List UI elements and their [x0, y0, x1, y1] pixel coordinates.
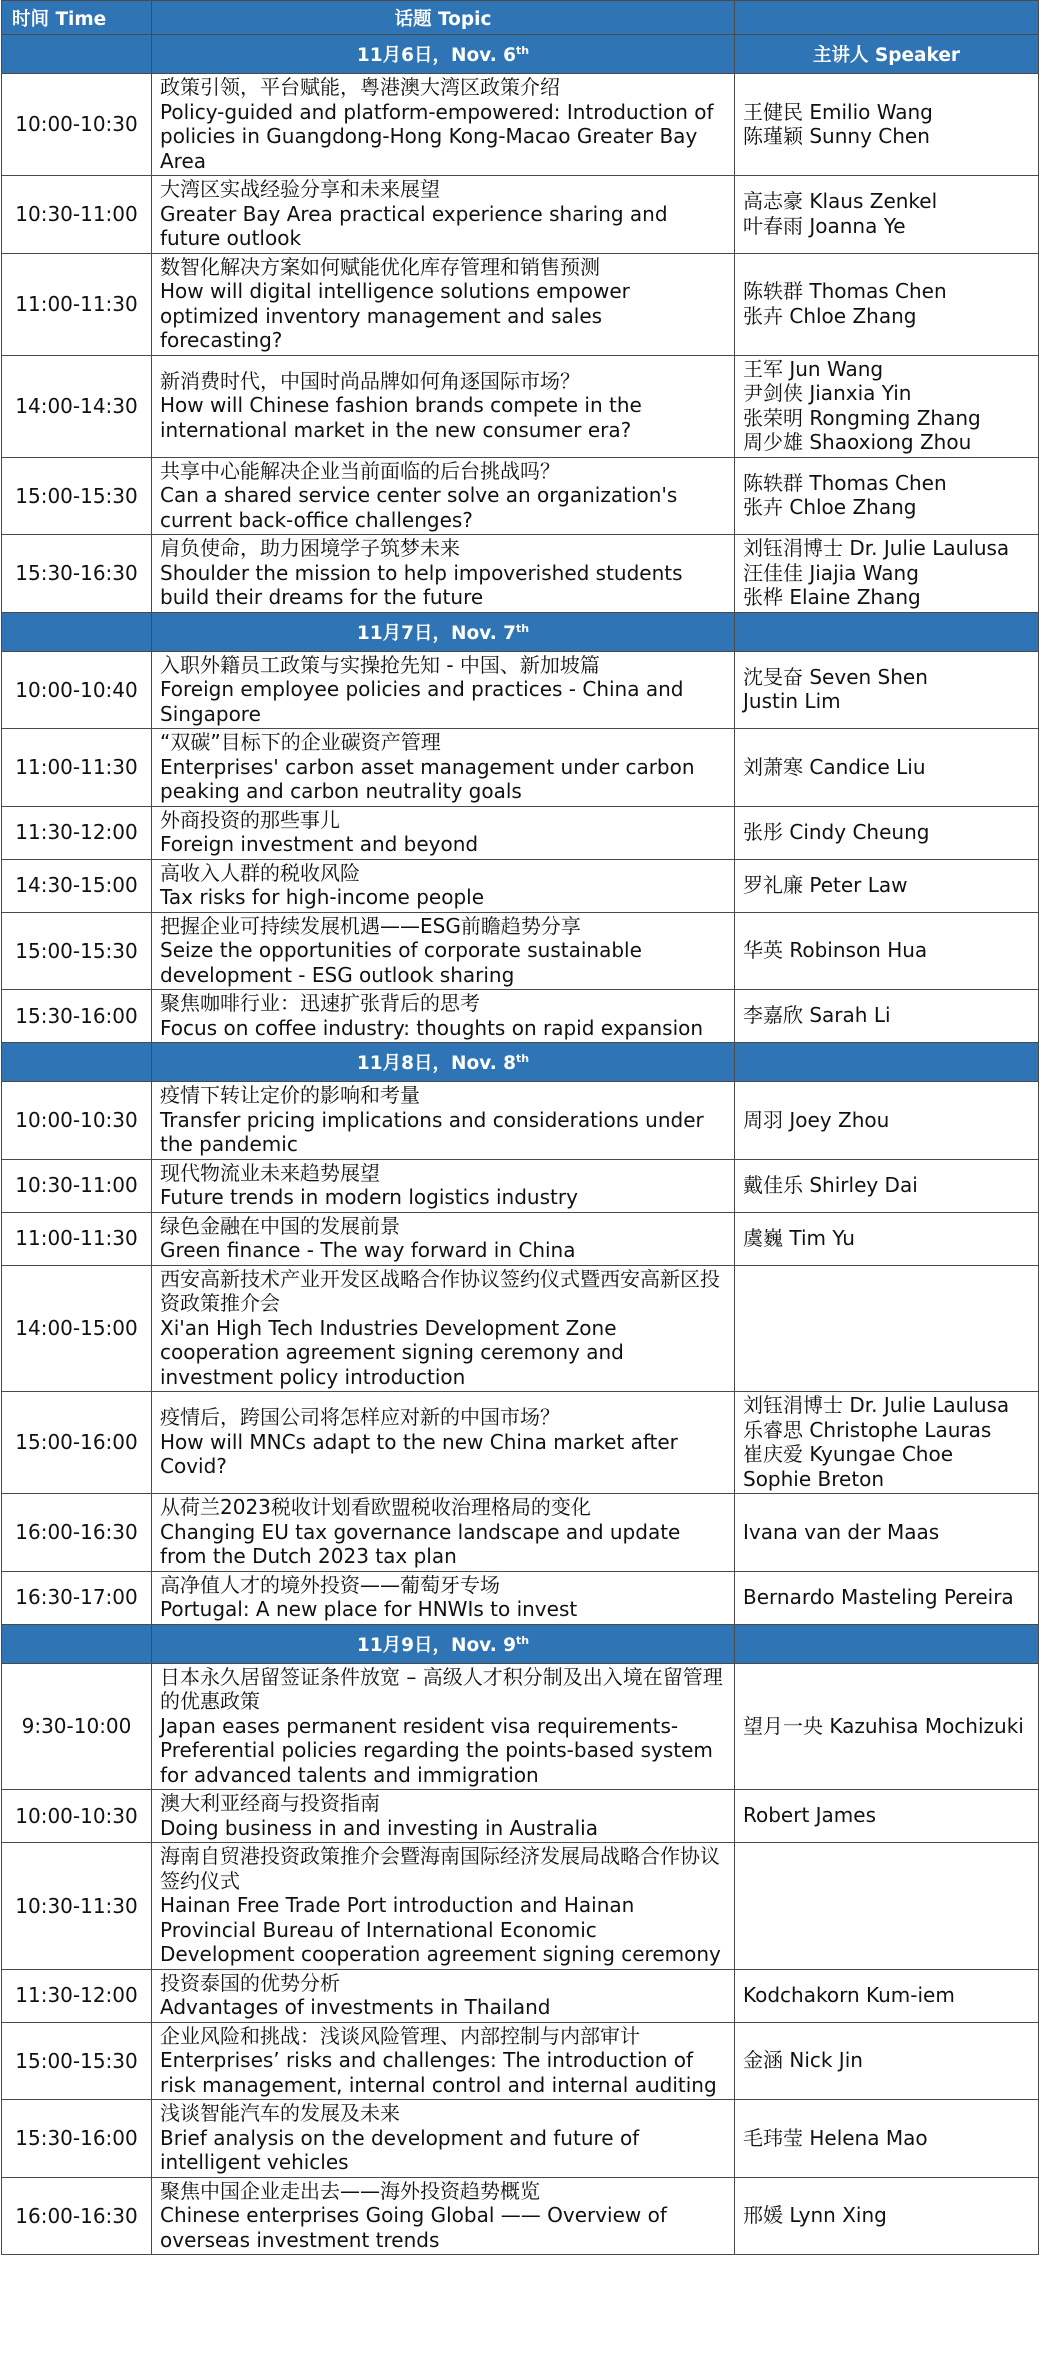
day-label [152, 1624, 735, 1663]
session-row [2, 176, 1039, 254]
topic-chinese: 入职外籍员工政策与实操抢先知 - 中国、新加坡篇 [160, 652, 600, 677]
speaker-name: 虞巍 Tim Yu [743, 1225, 855, 1250]
topic-chinese: 聚焦咖啡行业：迅速扩张背后的思考 [160, 991, 480, 1015]
topic-english: How will MNCs adapt to the new China market after Covid? [160, 1429, 678, 1479]
session-time: 11:00-11:30 [2, 729, 152, 807]
session-row [2, 912, 1039, 990]
topic-chinese: 高净值人才的境外投资——葡萄牙专场 [160, 1572, 500, 1597]
topic-english: How will Chinese fashion brands compete in the international market in the new consumer era? [160, 393, 642, 442]
day-header-empty-cell [2, 1624, 152, 1663]
speaker-name: 邢媛 Lynn Xing [743, 2203, 887, 2227]
topic-chinese: 海南自贸港投资政策推介会暨海南国际经济发展局战略合作协议签约仪式 [160, 1844, 720, 1893]
session-time: 9:30-10:00 [2, 1663, 152, 1790]
session-time: 14:00-15:00 [2, 1265, 152, 1392]
speaker-name: Robert James [743, 1803, 877, 1828]
time-column-header: 时间 Time [2, 1, 152, 35]
session-row [2, 2022, 1039, 2100]
speaker-name: 毛玮莹 Helena Mao [743, 2125, 928, 2150]
day-label-text: 11月9日，Nov. 9 [356, 1634, 517, 1656]
session-time: 10:00-10:40 [2, 651, 152, 729]
session-row [2, 1663, 1039, 1790]
session-topic [152, 1212, 735, 1265]
session-row [2, 859, 1039, 912]
session-topic [152, 1969, 735, 2022]
session-speakers [735, 74, 1039, 176]
session-speakers [735, 1212, 1039, 1265]
speaker-name: 张彤 Cindy Cheung [743, 819, 930, 844]
session-speakers [735, 1663, 1039, 1790]
session-speakers [735, 535, 1039, 613]
day-header-row [2, 1624, 1039, 1663]
session-time: 11:30-12:00 [2, 806, 152, 859]
session-time: 15:30-16:00 [2, 2100, 152, 2178]
session-speakers [735, 2177, 1039, 2255]
topic-english: Portugal: A new place for HNWIs to invest [160, 1597, 578, 1621]
header-row [2, 1, 1039, 35]
speaker-name: 戴佳乐 Shirley Dai [743, 1172, 918, 1197]
day-label-suffix: th [516, 621, 530, 635]
session-topic [152, 651, 735, 729]
session-row [2, 1392, 1039, 1494]
session-row [2, 806, 1039, 859]
session-time: 10:00-10:30 [2, 1790, 152, 1843]
session-time: 16:30-17:00 [2, 1571, 152, 1624]
day-label [152, 1043, 735, 1082]
day-header-row [2, 1043, 1039, 1082]
topic-english: Green finance - The way forward in China [160, 1238, 576, 1262]
session-topic [152, 1265, 735, 1392]
session-row [2, 1790, 1039, 1843]
day-header-row [2, 35, 1039, 74]
session-speakers [735, 1843, 1039, 1970]
topic-english: Advantages of investments in Thailand [160, 1995, 551, 2019]
topic-chinese: 日本永久居留签证条件放宽 – 高级人才积分制及出入境在留管理的优惠政策 [160, 1664, 723, 1713]
session-topic [152, 2177, 735, 2255]
speaker-name: 华英 Robinson Hua [743, 938, 928, 962]
topic-english: Enterprises' carbon asset management under carbon peaking and carbon neutrality goals [160, 754, 695, 803]
topic-chinese: 浅谈智能汽车的发展及未来 [160, 2101, 400, 2125]
speaker-name: 张卉 Chloe Zhang [743, 303, 917, 328]
speaker-name: 王军 Jun Wang [743, 356, 884, 381]
speaker-name: 叶春雨 Joanna Ye [743, 213, 906, 238]
topic-chinese: 把握企业可持续发展机遇——ESG前瞻趋势分享 [160, 913, 581, 938]
session-topic [152, 729, 735, 807]
session-topic [152, 2022, 735, 2100]
session-speakers [735, 1082, 1039, 1160]
topic-english: Shoulder the mission to help impoverished students build their dreams for the future [160, 560, 683, 609]
session-speakers [735, 457, 1039, 535]
topic-english: Policy-guided and platform-empowered: Introduction of policies in Guangdong-Hong Kong-Macao Greater Bay Area [160, 99, 714, 173]
topic-english: How will digital intelligence solutions empower optimized inventory management and sales forecasting? [160, 279, 630, 352]
session-speakers [735, 355, 1039, 457]
speaker-name: 陈瑾颖 Sunny Chen [743, 124, 930, 148]
speaker-name: 高志豪 Klaus Zenkel [743, 189, 938, 214]
session-speakers [735, 729, 1039, 807]
speaker-column-header-empty [735, 1, 1039, 35]
speaker-name: 尹剑侠 Jianxia Yin [743, 381, 912, 405]
topic-chinese: 大湾区实战经验分享和未来展望 [160, 177, 440, 201]
day-label-suffix: th [516, 1052, 530, 1065]
session-topic [152, 1843, 735, 1970]
session-row [2, 1494, 1039, 1572]
topic-english: Focus on coffee industry: thoughts on rapid expansion [160, 1015, 704, 1040]
session-time: 15:00-15:30 [2, 2022, 152, 2100]
topic-english: Enterprises’ risks and challenges: The introduction of risk management, internal control and internal auditing [160, 2048, 717, 2097]
session-row [2, 355, 1039, 457]
topic-chinese: 现代物流业未来趋势展望 [160, 1160, 380, 1185]
topic-chinese: 投资泰国的优势分析 [160, 1970, 340, 1995]
speaker-name: 汪佳佳 Jiajia Wang [743, 560, 919, 585]
speaker-name: 罗礼廉 Peter Law [743, 872, 908, 897]
day-header-empty-cell [2, 612, 152, 651]
session-time: 11:00-11:30 [2, 253, 152, 355]
session-row [2, 651, 1039, 729]
session-row [2, 74, 1039, 176]
agenda-body [2, 35, 1039, 2255]
session-row [2, 2177, 1039, 2255]
session-row [2, 1082, 1039, 1160]
session-time: 15:00-15:30 [2, 912, 152, 990]
session-topic [152, 1082, 735, 1160]
day-label-text: 11月6日，Nov. 6 [356, 45, 517, 66]
session-time: 15:00-15:30 [2, 457, 152, 535]
session-time: 11:00-11:30 [2, 1212, 152, 1265]
session-speakers [735, 1790, 1039, 1843]
speaker-name: 刘钰涓博士 Dr. Julie Laulusa [743, 536, 1010, 560]
speaker-name: 金涵 Nick Jin [743, 2048, 863, 2072]
session-speakers [735, 1571, 1039, 1624]
session-row [2, 990, 1039, 1043]
session-row [2, 457, 1039, 535]
session-speakers [735, 1494, 1039, 1572]
speaker-name: 张桦 Elaine Zhang [743, 585, 921, 609]
session-speakers [735, 806, 1039, 859]
session-topic [152, 176, 735, 254]
topic-english: Hainan Free Trade Port introduction and Hainan Provincial Bureau of International Economic Development cooperation agreement signing ceremony [160, 1893, 721, 1966]
speaker-name: 张荣明 Rongming Zhang [743, 405, 981, 430]
session-speakers [735, 651, 1039, 729]
topic-chinese: 数智化解决方案如何赋能优化库存管理和销售预测 [160, 254, 600, 279]
session-speakers [735, 2100, 1039, 2178]
session-time: 10:30-11:00 [2, 1159, 152, 1212]
session-speakers [735, 859, 1039, 912]
session-time: 14:00-14:30 [2, 355, 152, 457]
session-speakers [735, 253, 1039, 355]
session-topic [152, 355, 735, 457]
session-time: 15:30-16:00 [2, 990, 152, 1043]
topic-chinese: 从荷兰2023税收计划看欧盟税收治理格局的变化 [160, 1495, 591, 1519]
speaker-column-header [735, 1043, 1039, 1082]
speaker-name: 周少雄 Shaoxiong Zhou [743, 430, 972, 454]
session-speakers [735, 912, 1039, 990]
session-time: 10:30-11:00 [2, 176, 152, 254]
session-time: 16:00-16:30 [2, 1494, 152, 1572]
topic-english: Greater Bay Area practical experience sharing and future outlook [160, 201, 668, 250]
session-row [2, 1969, 1039, 2022]
topic-chinese: 政策引领，平台赋能，粤港澳大湾区政策介绍 [160, 75, 560, 99]
session-row [2, 1159, 1039, 1212]
speaker-name: 崔庆爱 Kyungae Choe [743, 1442, 953, 1466]
session-row [2, 1265, 1039, 1392]
speaker-name: Ivana van der Maas [743, 1519, 940, 1544]
session-time: 10:00-10:30 [2, 74, 152, 176]
topic-english: Can a shared service center solve an organization's current back-office challenges? [160, 483, 678, 532]
topic-chinese: 新消费时代，中国时尚品牌如何角逐国际市场？ [160, 368, 580, 393]
session-topic [152, 1790, 735, 1843]
session-topic [152, 806, 735, 859]
speaker-name: 李嘉欣 Sarah Li [743, 1003, 891, 1028]
day-label-suffix: th [516, 1633, 530, 1647]
session-time: 15:30-16:30 [2, 535, 152, 613]
speaker-name: 乐睿思 Christophe Lauras [743, 1417, 992, 1442]
speaker-name: Sophie Breton [743, 1466, 885, 1491]
speaker-name: Kodchakorn Kum-iem [743, 1982, 955, 2007]
topic-chinese: 聚焦中国企业走出去——海外投资趋势概览 [160, 2178, 540, 2203]
session-topic [152, 1494, 735, 1572]
session-time: 15:00-16:00 [2, 1392, 152, 1494]
speaker-name: 陈轶群 Thomas Chen [743, 279, 947, 303]
topic-chinese: 共享中心能解决企业当前面临的后台挑战吗？ [160, 458, 560, 483]
topic-english: Xi'an High Tech Industries Development Zone cooperation agreement signing ceremony and investment policy introduction [160, 1315, 624, 1389]
session-speakers [735, 1969, 1039, 2022]
speaker-name: 刘钰涓博士 Dr. Julie Laulusa [743, 1393, 1010, 1417]
speaker-name: 沈旻奋 Seven Shen [743, 664, 928, 689]
session-topic [152, 2100, 735, 2178]
session-row [2, 2100, 1039, 2178]
session-topic [152, 74, 735, 176]
speaker-name: Justin Lim [743, 689, 841, 714]
topic-english: Doing business in and investing in Australia [160, 1815, 598, 1840]
speaker-name: 望月一央 Kazuhisa Mochizuki [743, 1713, 1024, 1738]
day-header-empty-cell [2, 1043, 152, 1082]
speaker-name: 王健民 Emilio Wang [743, 99, 933, 124]
session-topic [152, 1392, 735, 1494]
day-label-text: 11月8日，Nov. 8 [356, 1053, 517, 1074]
topic-chinese: 澳大利亚经商与投资指南 [160, 1791, 380, 1815]
session-speakers [735, 176, 1039, 254]
topic-chinese: 疫情下转让定价的影响和考量 [160, 1083, 420, 1107]
session-time: 11:30-12:00 [2, 1969, 152, 2022]
topic-chinese: 高收入人群的税收风险 [160, 860, 360, 885]
topic-english: Chinese enterprises Going Global —— Overview of overseas investment trends [160, 2203, 667, 2252]
session-topic [152, 457, 735, 535]
session-row [2, 1212, 1039, 1265]
session-row [2, 1571, 1039, 1624]
topic-english: Foreign investment and beyond [160, 832, 479, 856]
topic-chinese: 外商投资的那些事儿 [160, 807, 340, 832]
session-time: 14:30-15:00 [2, 859, 152, 912]
session-time: 10:30-11:30 [2, 1843, 152, 1970]
topic-english: Transfer pricing implications and considerations under the pandemic [160, 1107, 704, 1156]
topic-english: Japan eases permanent resident visa requirements- Preferential policies regarding the points-based system for advanced talents and immigration [160, 1713, 713, 1787]
session-topic [152, 253, 735, 355]
speaker-name: 陈轶群 Thomas Chen [743, 470, 947, 495]
session-row [2, 1843, 1039, 1970]
session-speakers [735, 1392, 1039, 1494]
topic-chinese: 企业风险和挑战：浅谈风险管理、内部控制与内部审计 [160, 2023, 640, 2048]
day-header-row [2, 612, 1039, 651]
day-label [152, 612, 735, 651]
session-topic [152, 1159, 735, 1212]
session-time: 16:00-16:30 [2, 2177, 152, 2255]
day-header-empty-cell [2, 35, 152, 74]
session-topic [152, 859, 735, 912]
speaker-column-header [735, 612, 1039, 651]
session-speakers [735, 1265, 1039, 1392]
topic-column-header: 话题 Topic [152, 1, 735, 35]
session-speakers [735, 990, 1039, 1043]
speaker-name: 刘萧寒 Candice Liu [743, 754, 926, 779]
speaker-name: 周羽 Joey Zhou [743, 1107, 890, 1132]
topic-chinese: 西安高新技术产业开发区战略合作协议签约仪式暨西安高新区投资政策推介会 [160, 1266, 720, 1315]
topic-english: Brief analysis on the development and future of intelligent vehicles [160, 2125, 640, 2174]
topic-english: Changing EU tax governance landscape and update from the Dutch 2023 tax plan [160, 1519, 681, 1568]
session-row [2, 729, 1039, 807]
speaker-name: Bernardo Masteling Pereira [743, 1584, 1014, 1609]
topic-chinese: 肩负使命，助力困境学子筑梦未来 [160, 536, 460, 560]
session-topic [152, 1571, 735, 1624]
topic-english: Seize the opportunities of corporate sustainable development - ESG outlook sharing [160, 938, 642, 987]
speaker-column-header [735, 1624, 1039, 1663]
speaker-name: 张卉 Chloe Zhang [743, 495, 917, 520]
session-row [2, 253, 1039, 355]
topic-english: Tax risks for high-income people [160, 885, 484, 909]
topic-chinese: 疫情后，跨国公司将怎样应对新的中国市场？ [160, 1405, 560, 1430]
session-time: 10:00-10:30 [2, 1082, 152, 1160]
topic-chinese: 绿色金融在中国的发展前景 [160, 1213, 400, 1238]
session-topic [152, 535, 735, 613]
topic-chinese: “双碳”目标下的企业碳资产管理 [160, 730, 441, 754]
session-row [2, 535, 1039, 613]
session-speakers [735, 1159, 1039, 1212]
session-topic [152, 990, 735, 1043]
session-topic [152, 912, 735, 990]
day-label-text: 11月7日，Nov. 7 [356, 622, 517, 644]
topic-english: Foreign employee policies and practices - China and Singapore [160, 677, 684, 726]
session-speakers [735, 2022, 1039, 2100]
topic-english: Future trends in modern logistics industry [160, 1185, 578, 1209]
day-label-suffix: th [516, 44, 530, 57]
speaker-column-header: 主讲人 Speaker [735, 35, 1039, 74]
agenda-table [1, 0, 1039, 2255]
day-label [152, 35, 735, 74]
session-topic [152, 1663, 735, 1790]
